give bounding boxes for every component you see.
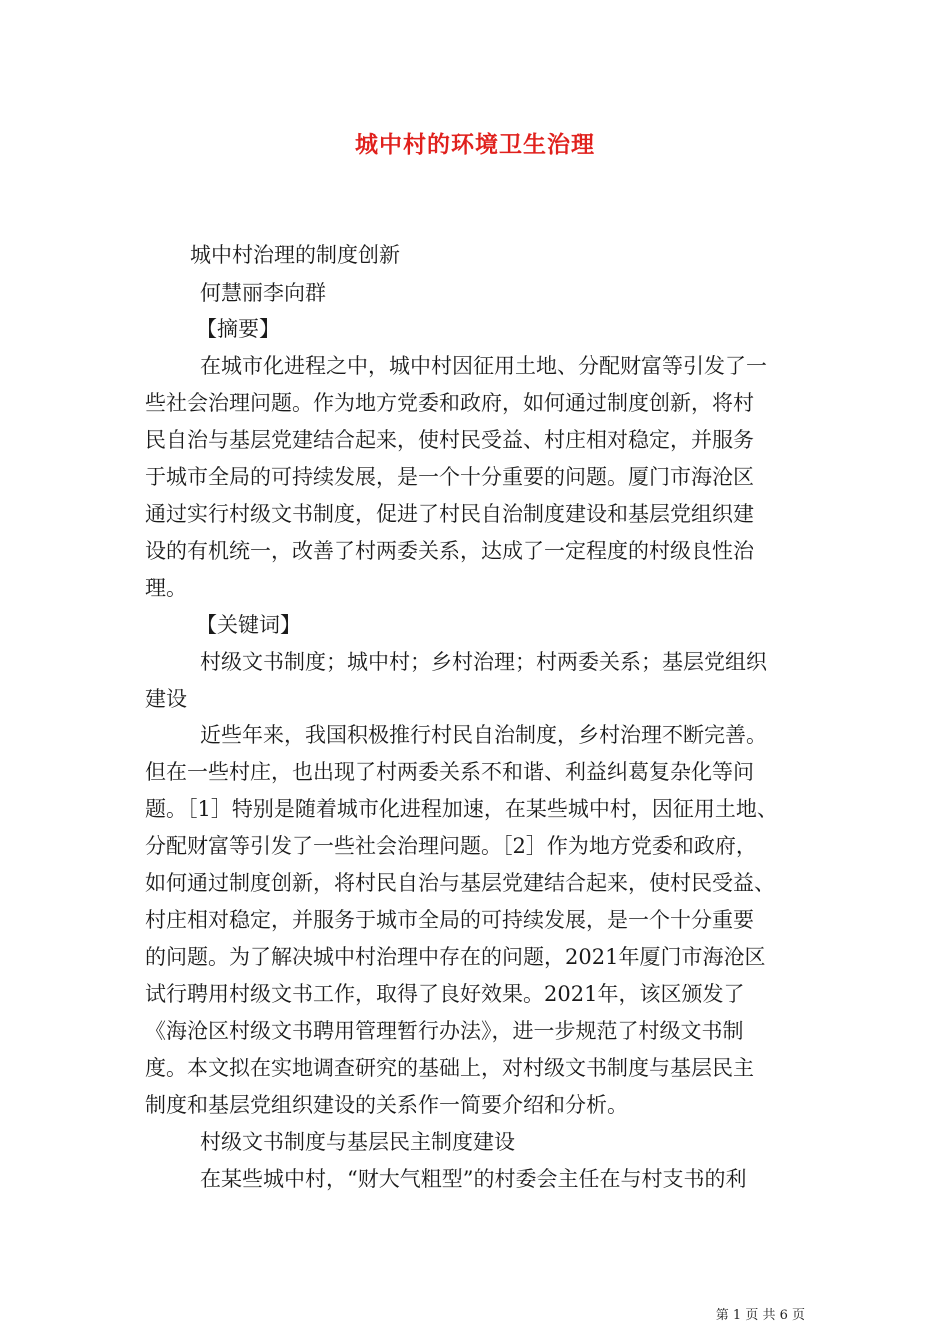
body-line: 在某些城中村，“财大气粗型”的村委会主任在与村支书的利 [200,1167,747,1191]
section-heading: 城中村治理的制度创新 [190,243,400,267]
keywords-label: 【关键词】 [196,613,301,637]
body-line: 分配财富等引发了一些社会治理问题。［2］作为地方党委和政府， [145,834,757,858]
abstract-label: 【摘要】 [196,317,280,341]
section-heading: 村级文书制度与基层民主制度建设 [200,1130,515,1154]
body-line: 如何通过制度创新，将村民自治与基层党建结合起来，使村民受益、 [145,871,775,895]
document-title: 城中村的环境卫生治理 [355,131,595,158]
abstract-line: 设的有机统一，改善了村两委关系，达成了一定程度的村级良性治 [145,539,754,563]
body-line: 的问题。为了解决城中村治理中存在的问题，2021年厦门市海沧区 [145,945,766,969]
body-line: 近些年来，我国积极推行村民自治制度，乡村治理不断完善。 [200,723,767,747]
abstract-line: 于城市全局的可持续发展，是一个十分重要的问题。厦门市海沧区 [145,465,754,489]
page-number: 第 1 页 共 6 页 [715,1308,805,1323]
body-line: 但在一些村庄，也出现了村两委关系不和谐、利益纠葛复杂化等问 [145,760,754,784]
abstract-line: 通过实行村级文书制度，促进了村民自治制度建设和基层党组织建 [145,502,754,526]
abstract-line: 在城市化进程之中，城中村因征用土地、分配财富等引发了一 [200,354,767,378]
keywords-line: 建设 [145,687,187,711]
body-line: 度。本文拟在实地调查研究的基础上，对村级文书制度与基层民主 [145,1056,754,1080]
body-line: 村庄相对稳定，并服务于城市全局的可持续发展，是一个十分重要 [145,908,754,932]
body-line: 制度和基层党组织建设的关系作一简要介绍和分析。 [145,1093,628,1117]
abstract-line: 理。 [145,576,187,600]
abstract-line: 些社会治理问题。作为地方党委和政府，如何通过制度创新，将村 [145,391,754,415]
body-line: 试行聘用村级文书工作，取得了良好效果。2021年，该区颁发了 [145,982,745,1006]
body-line: 题。［1］特别是随着城市化进程加速，在某些城中村，因征用土地、 [145,797,778,821]
body-line: 《海沧区村级文书聘用管理暂行办法》，进一步规范了村级文书制 [145,1019,744,1043]
abstract-line: 民自治与基层党建结合起来，使村民受益、村庄相对稳定，并服务 [145,428,754,452]
authors: 何慧丽李向群 [200,281,326,305]
keywords-line: 村级文书制度；城中村；乡村治理；村两委关系；基层党组织 [200,650,767,674]
